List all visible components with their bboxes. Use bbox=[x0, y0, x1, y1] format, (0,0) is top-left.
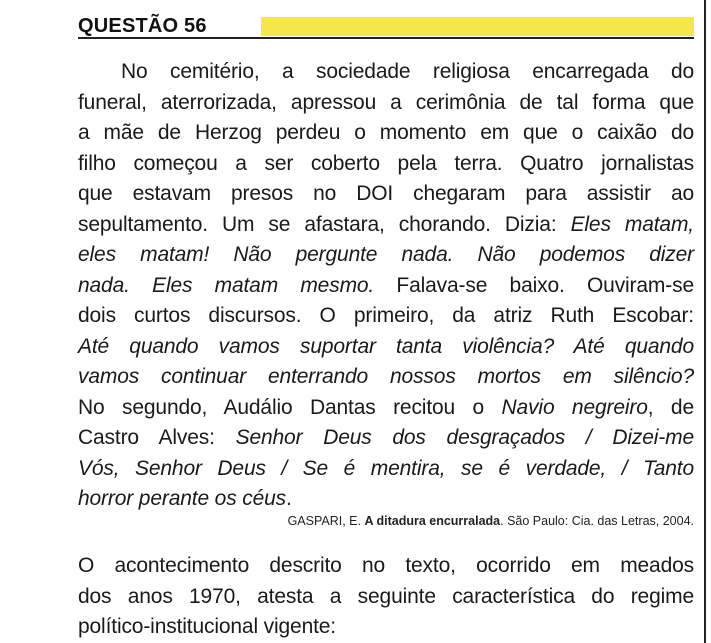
passage-line bbox=[78, 57, 694, 88]
question-number-title: QUESTÃO 56 bbox=[78, 15, 207, 37]
citation-publisher: . São Paulo: Cia. das Letras, 2004. bbox=[500, 514, 694, 528]
passage-line bbox=[78, 454, 694, 485]
passage-line bbox=[78, 149, 694, 180]
passage-line bbox=[78, 210, 694, 241]
line-text: sepultamento. Um se afastara, chorando. Dizia: bbox=[78, 212, 571, 236]
line-text: filho começou a ser coberto pela terra. Quatro jornalistas bbox=[78, 151, 694, 175]
line-text: No cemitério, a sociedade religiosa encarregada do bbox=[121, 60, 694, 83]
italic-quote-text: Até quando vamos suportar tanta violência? Até quando bbox=[78, 334, 694, 358]
italic-quote-text: horror perante os céus bbox=[78, 487, 286, 510]
line-text: No segundo, Audálio Dantas recitou o bbox=[78, 395, 502, 419]
line-text: que estavam presos no DOI chegaram para assistir ao bbox=[78, 182, 694, 205]
italic-quote-text: nada. Eles matam mesmo. bbox=[78, 273, 375, 297]
italic-quote-text: Navio negreiro bbox=[501, 395, 648, 419]
passage-line bbox=[78, 423, 694, 454]
line-text: dois curtos discursos. O primeiro, da atriz Ruth Escobar: bbox=[78, 304, 694, 327]
passage-line bbox=[78, 271, 694, 302]
question-line bbox=[78, 612, 694, 643]
line-text: . bbox=[285, 487, 292, 510]
passage-line bbox=[78, 240, 694, 271]
italic-quote-text: eles matam! Não pergunte nada. Não podemos dizer bbox=[78, 243, 694, 266]
italic-quote-text: vamos continuar enterrando nossos mortos em silêncio? bbox=[78, 365, 694, 388]
passage-line bbox=[78, 179, 694, 210]
passage-line bbox=[78, 484, 694, 515]
passage-line bbox=[78, 118, 694, 149]
question-header bbox=[78, 14, 694, 40]
question-line bbox=[78, 582, 694, 613]
question-line bbox=[78, 551, 694, 582]
source-citation bbox=[78, 513, 694, 529]
header-highlight-band bbox=[261, 17, 694, 36]
italic-quote-text: Vós, Senhor Deus / Se é mentira, se é verdade, / Tanto bbox=[78, 456, 694, 480]
line-text: Castro Alves: bbox=[78, 426, 236, 449]
passage-line bbox=[78, 88, 694, 119]
citation-book-title: A ditadura encurralada bbox=[364, 514, 501, 528]
italic-quote-text: Eles matam, bbox=[570, 212, 694, 236]
line-text: a mãe de Herzog perdeu o momento em que o caixão do bbox=[78, 121, 694, 144]
line-text: dos anos 1970, atesta a seguinte característica do regime bbox=[78, 584, 694, 608]
header-underline bbox=[78, 37, 694, 39]
passage-line bbox=[78, 393, 694, 424]
excerpt-passage bbox=[78, 57, 694, 515]
question-prompt bbox=[78, 551, 694, 643]
passage-line bbox=[78, 301, 694, 332]
italic-quote-text: Senhor Deus dos desgraçados / Dizei-me bbox=[235, 426, 694, 449]
line-text: político-institucional vigente: bbox=[78, 615, 336, 638]
passage-line bbox=[78, 362, 694, 393]
passage-line bbox=[78, 332, 694, 363]
line-text: , de bbox=[647, 395, 694, 419]
line-text: Falava-se baixo. Ouviram-se bbox=[374, 273, 694, 297]
line-text: O acontecimento descrito no texto, ocorrido em meados bbox=[78, 554, 694, 577]
right-margin-rule bbox=[704, 0, 706, 643]
line-text: funeral, aterrorizada, apressou a cerimônia de tal forma que bbox=[78, 90, 694, 114]
citation-author: GASPARI, E. bbox=[287, 514, 365, 528]
